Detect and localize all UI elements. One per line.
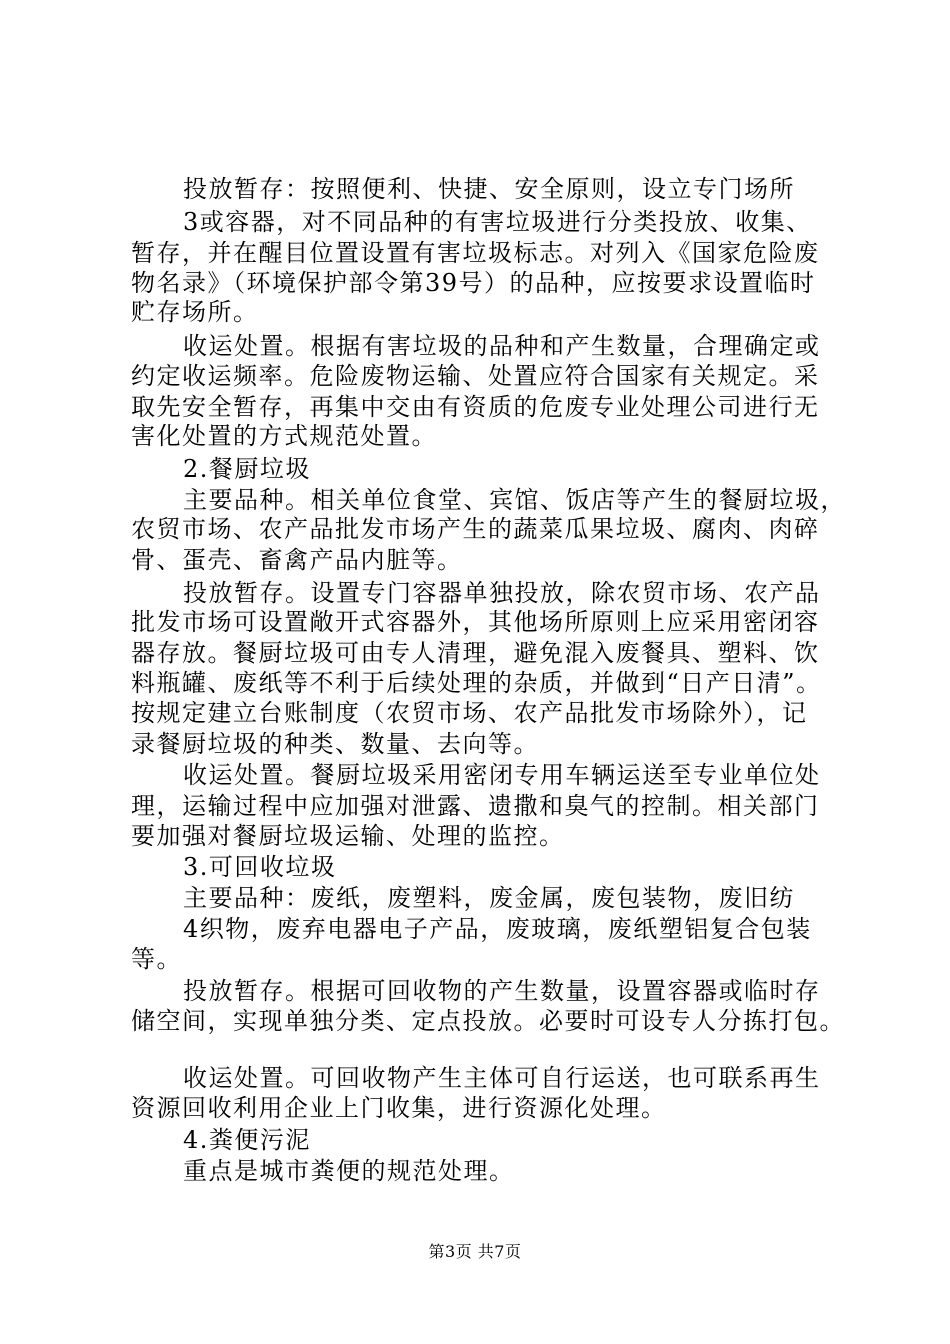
text-line: 投放暂存。根据可回收物的产生数量，设置容器或临时存: [183, 977, 821, 1005]
text-line: 投放暂存。设置专门容器单独投放，除农贸市场、农产品: [183, 579, 821, 607]
text-line: 约定收运频率。危险废物运输、处置应符合国家有关规定。采: [131, 362, 820, 390]
text-line: 录餐厨垃圾的种类、数量、去向等。: [131, 730, 539, 758]
text-line: 收运处置。可回收物产生主体可自行运送，也可联系再生: [183, 1064, 821, 1092]
section-heading: 2.餐厨垃圾: [183, 455, 311, 483]
text-line: 料瓶罐、废纸等不利于后续处理的杂质，并做到“日产日清”。: [131, 669, 822, 697]
text-line: 资源回收利用企业上门收集，进行资源化处理。: [131, 1094, 667, 1122]
text-line: 器存放。餐厨垃圾可由专人清理，避免混入废餐具、塑料、饮: [131, 639, 820, 667]
text-line: 投放暂存：按照便利、快捷、安全原则，设立专门场所: [183, 175, 795, 203]
text-line: 贮存场所。: [131, 298, 259, 326]
text-line: 3或容器，对不同品种的有害垃圾进行分类投放、收集、: [183, 208, 812, 236]
text-line: 按规定建立台账制度（农贸市场、农产品批发市场除外），记: [131, 699, 808, 727]
text-line: 主要品种：废纸，废塑料，废金属，废包装物，废旧纺: [183, 884, 795, 912]
text-line: 要加强对餐厨垃圾运输、处理的监控。: [131, 822, 565, 850]
page-number-footer: 第3页 共7页: [428, 1242, 522, 1261]
text-line: 农贸市场、农产品批发市场产生的蔬菜瓜果垃圾、腐肉、肉碎: [131, 515, 820, 543]
text-line: 理，运输过程中应加强对泄露、遗撒和臭气的控制。相关部门: [131, 792, 820, 820]
section-heading: 3.可回收垃圾: [183, 853, 337, 881]
text-line: 储空间，实现单独分类、定点投放。必要时可设专人分拣打包。: [131, 1007, 845, 1035]
text-line: 批发市场可设置敞开式容器外，其他场所原则上应采用密闭容: [131, 608, 820, 636]
text-line: 收运处置。根据有害垃圾的品种和产生数量，合理确定或: [183, 332, 821, 360]
text-line: 4织物，废弃电器电子产品，废玻璃，废纸塑铝复合包装: [183, 915, 812, 943]
text-line: 主要品种。相关单位食堂、宾馆、饭店等产生的餐厨垃圾，: [183, 486, 846, 514]
text-line: 骨、蛋壳、畜禽产品内脏等。: [131, 546, 463, 574]
text-line: 物名录》（环境保护部令第39号）的品种，应按要求设置临时: [131, 269, 816, 297]
text-line: 等。: [131, 945, 182, 973]
text-line: 取先安全暂存，再集中交由有资质的危废专业处理公司进行无: [131, 393, 820, 421]
section-heading: 4.粪便污泥: [183, 1126, 311, 1154]
text-line: 害化处置的方式规范处置。: [131, 422, 437, 450]
text-line: 收运处置。餐厨垃圾采用密闭专用车辆运送至专业单位处: [183, 761, 821, 789]
text-line: 重点是城市粪便的规范处理。: [183, 1157, 515, 1185]
text-line: 暂存，并在醒目位置设置有害垃圾标志。对列入《国家危险废: [131, 239, 820, 267]
